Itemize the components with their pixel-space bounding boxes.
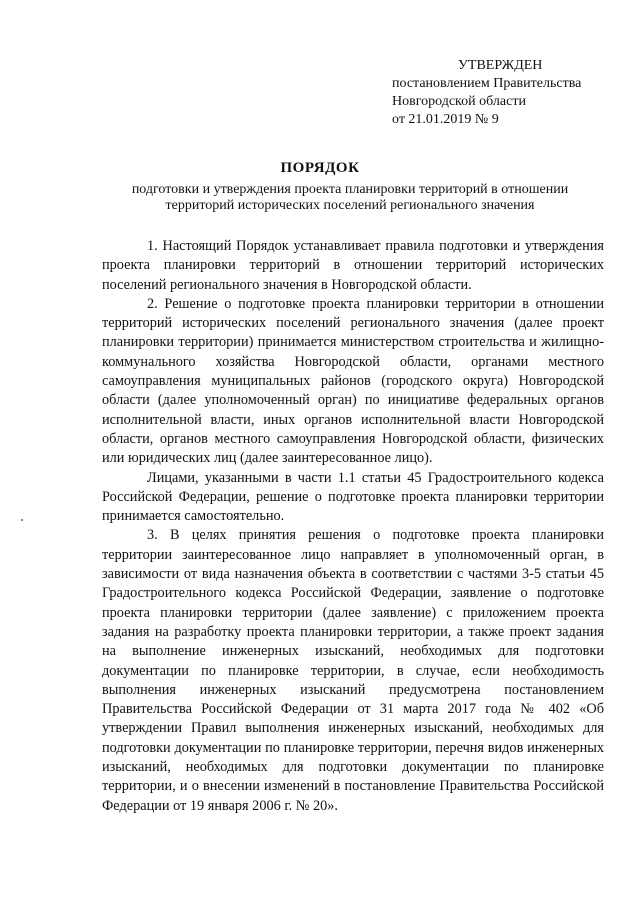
paragraph-4: 3. В целях принятия решения о подготовке проекта планировки территории заинтересованное лицо направляет в уполномоченный орган, в зависимости от вида назначения объекта в соответствии с частями 3-5 статьи 45 Градостроительного кодекса Российской Федерации, заявление о подготовке проекта планировки территории (далее заявление) с приложением проекта задания на разработку проекта планировки территории, а также проект задания на выполнение инженерных изысканий, необходимых для подготовки документации по планировке территории, в случае, если необходимость выполнения инженерных изысканий предусмотрена постановлением Правительства Российской Федерации от 31 марта 2017 года № 402 «Об утверждении Правил выполнения инженерных изысканий, необходимых для подготовки документации по планировке территории, перечня видов инженерных изысканий, необходимых для подготовки документации по планировке территории, и о внесении изменений в постановление Правительства Российской Федерации от 19 января 2006 г. № 20». [102, 527, 604, 814]
approval-heading: УТВЕРЖДЕН [458, 58, 543, 73]
document-subtitle: подготовки и утверждения проекта планировки территорий в отношении территорий исторических поселений регионального значения [131, 182, 569, 213]
approval-line-3: от 21.01.2019 № 9 [392, 112, 499, 127]
paragraph-2: 2. Решение о подготовке проекта планировки территории в отношении территорий исторических поселений регионального значения (далее проект планировки территории) принимается министерством строительства и жилищно-коммунального хозяйства Новгородской области, органами местного самоуправления муниципальных районов (городского округа) Новгородской области (далее уполномоченный орган) по инициативе федеральных органов исполнительной власти, иных органов исполнительной власти Новгородской области, органов местного самоуправления Новгородской области, физических или юридических лиц (далее заинтересованное лицо). [102, 295, 604, 467]
paragraph-3: Лицами, указанными в части 1.1 статьи 45 Градостроительного кодекса Российской Федерации, решение о подготовке проекта планировки территории принимается самостоятельно. [102, 469, 604, 525]
approval-line-2: Новгородской области [392, 94, 526, 109]
document-title: ПОРЯДОК [280, 160, 360, 176]
paragraph-1: 1. Настоящий Порядок устанавливает правила подготовки и утверждения проекта планировки территорий в отношении территорий исторических поселений регионального значения в Новгородской области. [102, 238, 604, 293]
document-body [102, 237, 604, 816]
approval-line-1: постановлением Правительства [392, 76, 582, 91]
approval-block [392, 57, 581, 129]
scan-speck [21, 519, 23, 521]
